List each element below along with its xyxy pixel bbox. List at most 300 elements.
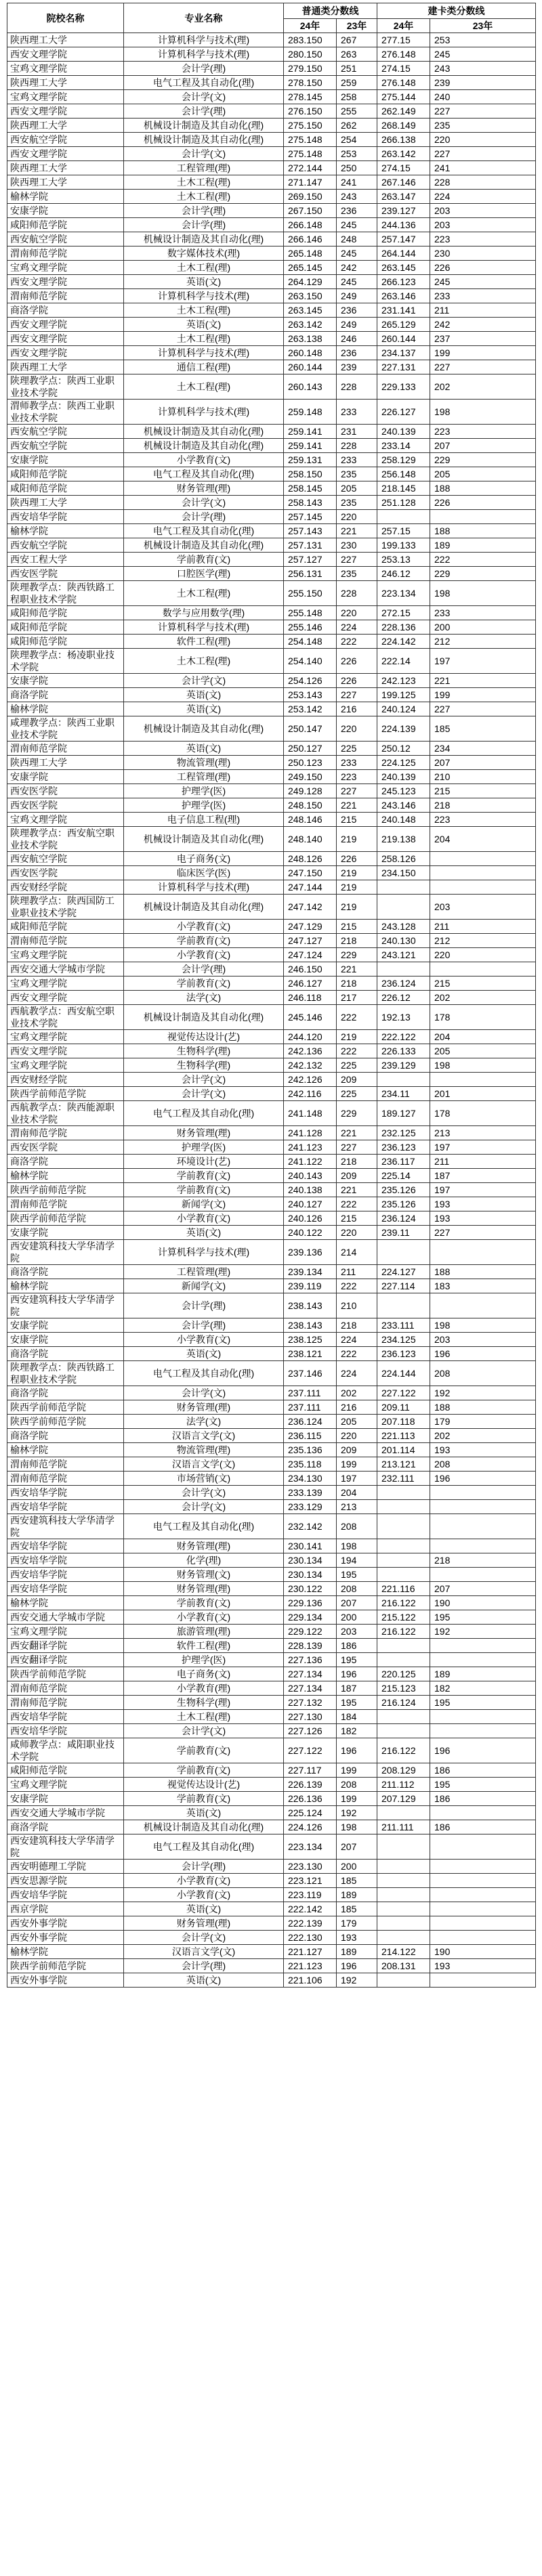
table-row xyxy=(7,1763,536,1778)
cell-school: 榆林学院 xyxy=(7,1443,124,1457)
cell-construction-23: 239 xyxy=(430,76,536,90)
cell-general-23: 196 xyxy=(337,1667,377,1681)
cell-construction-24: 256.148 xyxy=(377,467,430,481)
cell-construction-24: 263.147 xyxy=(377,190,430,204)
cell-major: 会计学(理) xyxy=(124,1959,284,1973)
table-row xyxy=(7,866,536,880)
cell-major: 生物科学(理) xyxy=(124,1044,284,1058)
cell-construction-23 xyxy=(430,1931,536,1945)
cell-general-24: 253.142 xyxy=(284,702,337,716)
cell-general-24: 244.120 xyxy=(284,1030,337,1044)
cell-general-23: 187 xyxy=(337,1681,377,1696)
cell-school: 西安医学院 xyxy=(7,798,124,813)
table-row xyxy=(7,119,536,133)
cell-school: 渭南师范学院 xyxy=(7,1457,124,1472)
cell-construction-23: 230 xyxy=(430,246,536,261)
cell-construction-23 xyxy=(430,1888,536,1902)
cell-school: 西安交通大学城市学院 xyxy=(7,962,124,976)
cell-construction-23: 201 xyxy=(430,1087,536,1101)
cell-construction-24: 226.12 xyxy=(377,991,430,1005)
cell-general-24: 278.150 xyxy=(284,76,337,90)
cell-major: 生物科学(理) xyxy=(124,1058,284,1073)
cell-general-24: 265.145 xyxy=(284,261,337,275)
cell-general-23: 179 xyxy=(337,1916,377,1931)
cell-general-23: 185 xyxy=(337,1902,377,1916)
cell-school: 陕西理工大学 xyxy=(7,175,124,190)
cell-school: 西安工程大学 xyxy=(7,553,124,567)
cell-construction-23: 240 xyxy=(430,90,536,104)
cell-construction-23 xyxy=(430,1500,536,1514)
cell-construction-23: 223 xyxy=(430,232,536,246)
cell-general-23: 221 xyxy=(337,1183,377,1197)
cell-general-23: 235 xyxy=(337,496,377,510)
cell-construction-24: 265.129 xyxy=(377,318,430,332)
cell-construction-23: 220 xyxy=(430,133,536,147)
cell-major: 机械设计制造及其自动化(理) xyxy=(124,538,284,553)
cell-general-24: 221.106 xyxy=(284,1973,337,1988)
cell-general-24: 227.126 xyxy=(284,1724,337,1738)
cell-general-23: 224 xyxy=(337,1333,377,1347)
cell-school: 榆林学院 xyxy=(7,524,124,538)
cell-general-23: 267 xyxy=(337,33,377,47)
cell-school: 西安培华学院 xyxy=(7,510,124,524)
cell-general-24: 250.147 xyxy=(284,716,337,742)
cell-major: 英语(文) xyxy=(124,318,284,332)
table-row xyxy=(7,1916,536,1931)
cell-general-23: 182 xyxy=(337,1724,377,1738)
cell-general-24: 247.124 xyxy=(284,948,337,962)
cell-general-24: 227.134 xyxy=(284,1681,337,1696)
cell-general-23: 195 xyxy=(337,1568,377,1582)
cell-construction-23: 190 xyxy=(430,1596,536,1610)
cell-major: 电气工程及其自动化(理) xyxy=(124,467,284,481)
cell-major: 学前教育(文) xyxy=(124,1792,284,1806)
cell-construction-23: 215 xyxy=(430,976,536,991)
cell-general-23: 205 xyxy=(337,1415,377,1429)
cell-general-23: 220 xyxy=(337,1429,377,1443)
cell-construction-24: 240.139 xyxy=(377,770,430,784)
cell-school: 陕西理工大学 xyxy=(7,360,124,374)
table-row xyxy=(7,360,536,374)
cell-general-24: 266.146 xyxy=(284,232,337,246)
table-row xyxy=(7,581,536,606)
cell-school: 榆林学院 xyxy=(7,702,124,716)
cell-construction-24: 268.149 xyxy=(377,119,430,133)
cell-construction-24: 224.125 xyxy=(377,756,430,770)
cell-general-23: 204 xyxy=(337,1486,377,1500)
cell-general-23: 221 xyxy=(337,524,377,538)
table-row xyxy=(7,827,536,852)
cell-general-24: 227.122 xyxy=(284,1738,337,1763)
table-row xyxy=(7,1155,536,1169)
cell-general-23: 225 xyxy=(337,1087,377,1101)
table-row xyxy=(7,524,536,538)
cell-general-23: 186 xyxy=(337,1639,377,1653)
cell-construction-23 xyxy=(430,1486,536,1500)
table-header-row xyxy=(7,3,536,19)
cell-construction-23: 223 xyxy=(430,813,536,827)
cell-school: 咸阳师范学院 xyxy=(7,635,124,649)
table-row xyxy=(7,439,536,453)
table-row xyxy=(7,620,536,635)
cell-general-24: 266.148 xyxy=(284,218,337,232)
cell-construction-23: 243 xyxy=(430,62,536,76)
table-row xyxy=(7,1806,536,1820)
cell-general-23: 195 xyxy=(337,1653,377,1667)
cell-construction-24: 216.122 xyxy=(377,1738,430,1763)
cell-major: 小学教育(文) xyxy=(124,1211,284,1226)
cell-general-24: 240.127 xyxy=(284,1197,337,1211)
cell-construction-23: 222 xyxy=(430,553,536,567)
cell-general-23: 210 xyxy=(337,1293,377,1318)
cell-school: 西安航空学院 xyxy=(7,852,124,866)
cell-general-23: 255 xyxy=(337,104,377,119)
cell-construction-23 xyxy=(430,1902,536,1916)
cell-major: 学前教育(文) xyxy=(124,1169,284,1183)
cell-general-23: 243 xyxy=(337,190,377,204)
cell-general-24: 259.141 xyxy=(284,439,337,453)
cell-school: 咸师教学点：咸阳职业技术学院 xyxy=(7,1738,124,1763)
cell-construction-24: 222.14 xyxy=(377,649,430,674)
cell-major: 英语(文) xyxy=(124,688,284,702)
cell-general-23: 236 xyxy=(337,204,377,218)
cell-construction-23 xyxy=(430,1973,536,1988)
cell-general-23: 213 xyxy=(337,1500,377,1514)
table-row xyxy=(7,895,536,920)
cell-major: 会计学(文) xyxy=(124,674,284,688)
cell-school: 榆林学院 xyxy=(7,1169,124,1183)
cell-construction-24: 263.146 xyxy=(377,289,430,303)
cell-major: 会计学(文) xyxy=(124,1500,284,1514)
table-row xyxy=(7,232,536,246)
cell-general-24: 250.127 xyxy=(284,742,337,756)
cell-general-23: 226 xyxy=(337,852,377,866)
cell-general-23: 222 xyxy=(337,1044,377,1058)
table-row xyxy=(7,1582,536,1596)
table-row xyxy=(7,1539,536,1553)
cell-construction-23: 195 xyxy=(430,1778,536,1792)
cell-construction-24: 235.126 xyxy=(377,1183,430,1197)
cell-major: 英语(文) xyxy=(124,1347,284,1361)
cell-construction-24: 236.124 xyxy=(377,1211,430,1226)
cell-school: 宝鸡文理学院 xyxy=(7,261,124,275)
cell-major: 财务管理(理) xyxy=(124,1400,284,1415)
cell-major: 会计学(理) xyxy=(124,218,284,232)
cell-major: 电气工程及其自动化(理) xyxy=(124,524,284,538)
cell-construction-24: 207.129 xyxy=(377,1792,430,1806)
cell-general-23: 215 xyxy=(337,920,377,934)
cell-construction-23: 218 xyxy=(430,798,536,813)
table-row xyxy=(7,1888,536,1902)
cell-general-23: 220 xyxy=(337,510,377,524)
cell-general-23: 228 xyxy=(337,439,377,453)
cell-general-24: 229.136 xyxy=(284,1596,337,1610)
cell-construction-24: 243.128 xyxy=(377,920,430,934)
cell-major: 护理学(医) xyxy=(124,798,284,813)
cell-general-24: 255.146 xyxy=(284,620,337,635)
cell-construction-23: 203 xyxy=(430,895,536,920)
cell-construction-23: 253 xyxy=(430,33,536,47)
cell-general-24: 240.138 xyxy=(284,1183,337,1197)
cell-construction-24: 207.118 xyxy=(377,1415,430,1429)
cell-school: 西安建筑科技大学华清学院 xyxy=(7,1514,124,1539)
cell-school: 陕理教学点：陕西铁路工程职业技术学院 xyxy=(7,581,124,606)
cell-school: 西安文理学院 xyxy=(7,104,124,119)
table-row xyxy=(7,1625,536,1639)
cell-major: 财务管理(理) xyxy=(124,1126,284,1140)
cell-school: 西安培华学院 xyxy=(7,1710,124,1724)
cell-general-23: 209 xyxy=(337,1073,377,1087)
cell-construction-24 xyxy=(377,1888,430,1902)
cell-general-23: 222 xyxy=(337,635,377,649)
cell-school: 商洛学院 xyxy=(7,1347,124,1361)
cell-general-24: 258.145 xyxy=(284,481,337,496)
cell-construction-23: 186 xyxy=(430,1820,536,1834)
cell-construction-24: 216.124 xyxy=(377,1696,430,1710)
cell-construction-24: 234.137 xyxy=(377,346,430,360)
cell-construction-23: 196 xyxy=(430,1347,536,1361)
cell-major: 会计学(理) xyxy=(124,1318,284,1333)
cell-general-23: 236 xyxy=(337,346,377,360)
cell-general-24: 239.119 xyxy=(284,1279,337,1293)
cell-general-24: 249.150 xyxy=(284,770,337,784)
cell-major: 学前教育(文) xyxy=(124,1763,284,1778)
cell-school: 西安交通大学城市学院 xyxy=(7,1806,124,1820)
cell-construction-24 xyxy=(377,880,430,895)
cell-construction-24: 267.146 xyxy=(377,175,430,190)
cell-school: 陕西学前师范学院 xyxy=(7,1400,124,1415)
cell-general-24: 230.134 xyxy=(284,1568,337,1582)
cell-general-23: 196 xyxy=(337,1959,377,1973)
cell-general-23: 192 xyxy=(337,1806,377,1820)
table-row xyxy=(7,1568,536,1582)
cell-construction-23: 226 xyxy=(430,496,536,510)
table-row xyxy=(7,742,536,756)
cell-general-24: 259.131 xyxy=(284,453,337,467)
cell-general-23: 241 xyxy=(337,175,377,190)
cell-school: 陕西理工大学 xyxy=(7,161,124,175)
table-row xyxy=(7,190,536,204)
cell-construction-24: 227.131 xyxy=(377,360,430,374)
cell-construction-24 xyxy=(377,1514,430,1539)
cell-general-23: 222 xyxy=(337,1279,377,1293)
table-row xyxy=(7,1415,536,1429)
cell-school: 安康学院 xyxy=(7,674,124,688)
table-row xyxy=(7,374,536,400)
score-table-sheet xyxy=(7,3,535,1988)
header-construction-23: 23年 xyxy=(430,19,536,33)
cell-construction-23: 227 xyxy=(430,1226,536,1240)
cell-construction-23 xyxy=(430,1834,536,1860)
table-row xyxy=(7,1140,536,1155)
cell-major: 土木工程(理) xyxy=(124,1710,284,1724)
table-row xyxy=(7,1293,536,1318)
cell-general-23: 205 xyxy=(337,481,377,496)
table-row xyxy=(7,1030,536,1044)
table-row xyxy=(7,852,536,866)
cell-school: 陕理教学点：陕西铁路工程职业技术学院 xyxy=(7,1361,124,1386)
cell-major: 软件工程(理) xyxy=(124,635,284,649)
cell-construction-24: 222.122 xyxy=(377,1030,430,1044)
table-row xyxy=(7,756,536,770)
cell-construction-23 xyxy=(430,866,536,880)
score-table xyxy=(7,3,536,1988)
cell-school: 西安财经学院 xyxy=(7,880,124,895)
cell-construction-23: 212 xyxy=(430,635,536,649)
cell-construction-24: 276.148 xyxy=(377,76,430,90)
cell-general-23: 200 xyxy=(337,1610,377,1625)
cell-general-24: 223.134 xyxy=(284,1834,337,1860)
cell-general-24: 248.140 xyxy=(284,827,337,852)
cell-construction-23: 233 xyxy=(430,289,536,303)
table-row xyxy=(7,1820,536,1834)
cell-construction-24: 266.123 xyxy=(377,275,430,289)
cell-school: 西航教学点：西安航空职业技术学院 xyxy=(7,1005,124,1030)
cell-construction-24 xyxy=(377,962,430,976)
cell-general-23: 208 xyxy=(337,1778,377,1792)
cell-general-23: 219 xyxy=(337,866,377,880)
cell-school: 商洛学院 xyxy=(7,1386,124,1400)
cell-general-24: 236.115 xyxy=(284,1429,337,1443)
cell-major: 通信工程(理) xyxy=(124,360,284,374)
cell-major: 机械设计制造及其自动化(理) xyxy=(124,232,284,246)
cell-general-23: 207 xyxy=(337,1834,377,1860)
cell-general-23: 215 xyxy=(337,813,377,827)
cell-construction-23: 182 xyxy=(430,1681,536,1696)
cell-construction-24: 240.148 xyxy=(377,813,430,827)
cell-construction-23 xyxy=(430,1568,536,1582)
cell-construction-24: 274.15 xyxy=(377,62,430,76)
cell-general-23: 194 xyxy=(337,1553,377,1568)
cell-construction-23: 197 xyxy=(430,1140,536,1155)
cell-school: 安康学院 xyxy=(7,1792,124,1806)
cell-construction-24: 244.136 xyxy=(377,218,430,232)
table-row xyxy=(7,147,536,161)
table-row xyxy=(7,1211,536,1226)
cell-general-23: 221 xyxy=(337,1126,377,1140)
cell-general-24: 256.131 xyxy=(284,567,337,581)
cell-school: 西安文理学院 xyxy=(7,147,124,161)
cell-general-23: 208 xyxy=(337,1582,377,1596)
cell-construction-24: 236.117 xyxy=(377,1155,430,1169)
cell-construction-23: 208 xyxy=(430,1361,536,1386)
cell-general-24: 239.136 xyxy=(284,1240,337,1265)
cell-general-23: 227 xyxy=(337,784,377,798)
table-row xyxy=(7,1778,536,1792)
cell-general-24: 272.144 xyxy=(284,161,337,175)
table-body xyxy=(7,33,536,1988)
cell-construction-23 xyxy=(430,1860,536,1874)
cell-major: 计算机科学与技术(理) xyxy=(124,346,284,360)
cell-general-23: 199 xyxy=(337,1763,377,1778)
cell-construction-24: 229.133 xyxy=(377,374,430,400)
cell-construction-23: 215 xyxy=(430,784,536,798)
cell-general-24: 238.143 xyxy=(284,1318,337,1333)
cell-general-24: 226.139 xyxy=(284,1778,337,1792)
table-row xyxy=(7,1902,536,1916)
cell-general-23: 236 xyxy=(337,303,377,318)
cell-construction-24: 213.121 xyxy=(377,1457,430,1472)
cell-major: 电子商务(文) xyxy=(124,852,284,866)
table-row xyxy=(7,1834,536,1860)
cell-construction-23: 193 xyxy=(430,1959,536,1973)
cell-construction-23: 185 xyxy=(430,716,536,742)
cell-general-24: 237.146 xyxy=(284,1361,337,1386)
cell-construction-23 xyxy=(430,1539,536,1553)
table-row xyxy=(7,1429,536,1443)
cell-major: 会计学(理) xyxy=(124,204,284,218)
cell-construction-24: 240.124 xyxy=(377,702,430,716)
cell-school: 商洛学院 xyxy=(7,303,124,318)
cell-school: 西安培华学院 xyxy=(7,1500,124,1514)
table-row xyxy=(7,880,536,895)
cell-major: 会计学(理) xyxy=(124,962,284,976)
cell-school: 陕西学前师范学院 xyxy=(7,1667,124,1681)
cell-general-24: 228.139 xyxy=(284,1639,337,1653)
cell-construction-23 xyxy=(430,1240,536,1265)
cell-construction-24: 201.114 xyxy=(377,1443,430,1457)
cell-construction-23 xyxy=(430,1514,536,1539)
cell-construction-23: 189 xyxy=(430,538,536,553)
cell-construction-24 xyxy=(377,1653,430,1667)
cell-construction-23: 203 xyxy=(430,218,536,232)
table-row xyxy=(7,332,536,346)
header-general-23: 23年 xyxy=(337,19,377,33)
cell-general-23: 189 xyxy=(337,1945,377,1959)
cell-construction-23: 224 xyxy=(430,190,536,204)
cell-construction-24 xyxy=(377,1553,430,1568)
cell-construction-23: 227 xyxy=(430,104,536,119)
table-row xyxy=(7,1973,536,1988)
cell-general-24: 238.125 xyxy=(284,1333,337,1347)
cell-major: 英语(文) xyxy=(124,1973,284,1988)
cell-general-24: 248.150 xyxy=(284,798,337,813)
cell-construction-24 xyxy=(377,1902,430,1916)
cell-general-24: 223.130 xyxy=(284,1860,337,1874)
table-row xyxy=(7,1681,536,1696)
table-row xyxy=(7,1610,536,1625)
cell-general-24: 275.148 xyxy=(284,147,337,161)
table-row xyxy=(7,1514,536,1539)
cell-construction-23: 186 xyxy=(430,1792,536,1806)
cell-school: 渭南师范学院 xyxy=(7,1472,124,1486)
cell-construction-23: 226 xyxy=(430,261,536,275)
cell-school: 西安培华学院 xyxy=(7,1568,124,1582)
cell-construction-24: 276.148 xyxy=(377,47,430,62)
cell-school: 西安外事学院 xyxy=(7,1931,124,1945)
cell-school: 西安航空学院 xyxy=(7,232,124,246)
cell-construction-24: 224.139 xyxy=(377,716,430,742)
cell-general-23: 219 xyxy=(337,1030,377,1044)
cell-general-24: 227.117 xyxy=(284,1763,337,1778)
cell-construction-24: 243.146 xyxy=(377,798,430,813)
cell-school: 咸阳师范学院 xyxy=(7,920,124,934)
cell-general-23: 216 xyxy=(337,702,377,716)
cell-general-24: 247.129 xyxy=(284,920,337,934)
cell-general-23: 203 xyxy=(337,1625,377,1639)
cell-construction-23: 245 xyxy=(430,275,536,289)
cell-general-24: 222.139 xyxy=(284,1916,337,1931)
cell-school: 西安培华学院 xyxy=(7,1553,124,1568)
cell-construction-23: 235 xyxy=(430,119,536,133)
cell-general-24: 247.144 xyxy=(284,880,337,895)
cell-school: 咸阳师范学院 xyxy=(7,606,124,620)
cell-general-24: 250.123 xyxy=(284,756,337,770)
cell-school: 西安医学院 xyxy=(7,866,124,880)
cell-general-23: 196 xyxy=(337,1738,377,1763)
cell-general-23: 231 xyxy=(337,425,377,439)
cell-construction-23: 212 xyxy=(430,934,536,948)
